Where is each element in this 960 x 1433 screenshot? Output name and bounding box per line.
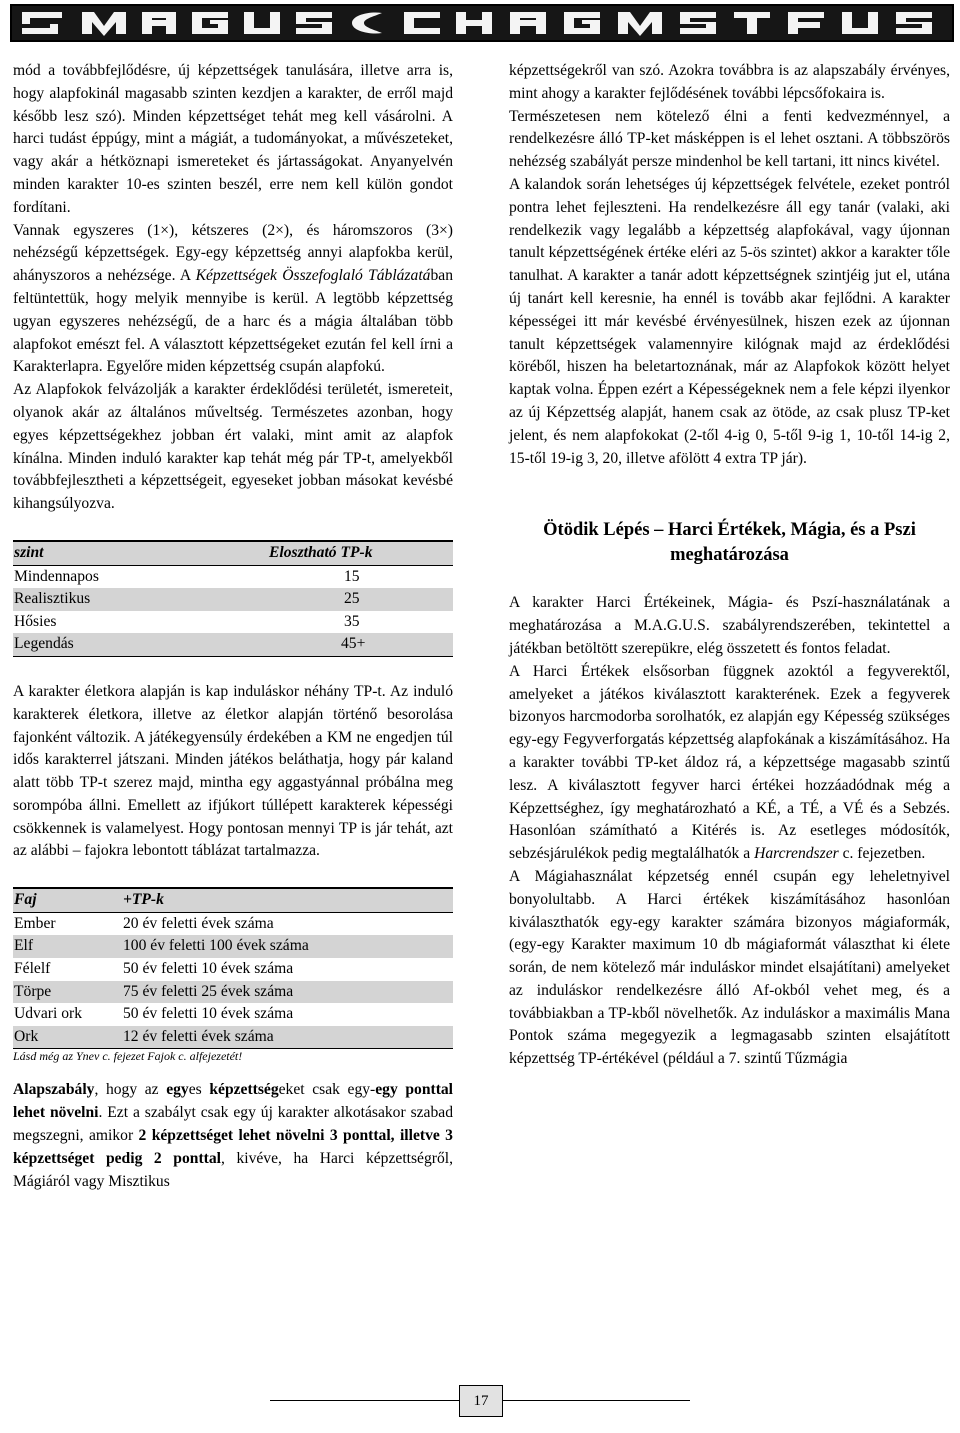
body-paragraph: Az Alapfokok felvázolják a karakter érdeklődési területét, ismereteit, olyanok akár az általános műveltség. Természetes azonban, hogy egyes képzettségekhez jobban ért valaki, mint amit az alapfok kínálna. Minden induló karakter kap tehát még pár TP-t, amelyekből továbbfejlesztheti a képzettségeit, egyeseket jobban másokat kevésbé kihangsúlyozva.: [13, 381, 453, 513]
race-age-table: [13, 887, 453, 1049]
table-row: [13, 588, 453, 611]
section-heading: Ötödik Lépés – Harci Értékek, Mágia, és a Pszi meghatározása: [543, 520, 916, 566]
table-row: [13, 1026, 453, 1049]
table-cell: 50 év feletti 10 évek száma: [123, 1005, 294, 1023]
left-column: [13, 60, 453, 1193]
table-row: [13, 1003, 453, 1026]
table-cell: Elf: [13, 935, 122, 958]
body-paragraph: Vannak egyszeres (1×), kétszeres (2×), és háromszoros (3×) nehézségű képzettségek. Egy-egy képzettség annyi alapfokba kerül, ahányszoros a nehézsége. A Képzettségek Összefoglaló Táblázatában feltüntettük, hogy melyik mennyibe is kerül. A legtöbb képzettség ugyan egyszeres nehézségű, de a harc és a mágia általában több alapfokot emészt fel. A választott képzettségeket ezután fel kell írni a Karakterlapra. Egyelőre miden képzettség csupán alapfokú.: [13, 221, 453, 376]
table-cell: Legendás: [13, 633, 194, 656]
body-paragraph: képzettségekről van szó. Azokra továbbra is az alapszabály érvényes, mint ahogy a karakter fejlődésének további lépcsőfokaira is.: [509, 62, 950, 102]
table-cell: 75 év feletti 25 évek száma: [122, 981, 453, 1004]
table-row: [13, 611, 453, 634]
table-row: [13, 633, 453, 656]
table-header: Elosztható TP-k: [194, 541, 453, 565]
table-row: [13, 935, 453, 958]
table-cell: 15: [344, 567, 360, 585]
table-cell: 35: [344, 612, 360, 630]
table-cell: 20 év feletti évek száma: [123, 914, 274, 932]
body-paragraph: Alapszabály, hogy az egyes képzettségeket csak egy-egy ponttal lehet növelni. Ezt a szabályt csak egy új karakter alkotásakor szabad megszegni, amikor 2 képzettséget lehet növelni 3 ponttal, illetve 3 képzettséget pedig 2 ponttal, kivéve, ha Harci képzettségről, Mágiáról vagy Misztikus: [13, 1081, 454, 1190]
table-footnote: Lásd még az Ynev c. fejezet Fajok c. alfejezetét!: [13, 1049, 243, 1064]
table-header-row: [13, 541, 453, 565]
table-row: [13, 912, 453, 935]
table-cell: Realisztikus: [13, 588, 194, 611]
decorative-header-banner: [10, 4, 954, 42]
body-paragraph: Természetesen nem kötelező élni a fenti kedvezménnyel, a rendelkezésre álló TP-ket másképpen is el lehet osztani. A többszörös nehézség szabályát persze mindenhol be kell tartani, itt nincs kivétel.: [509, 107, 950, 171]
table-cell: Udvari ork: [14, 1005, 82, 1023]
table-cell: 50 év feletti 10 évek száma: [123, 960, 294, 978]
table-header-row: [13, 888, 453, 912]
table-cell: Félelf: [14, 960, 51, 978]
table-cell: Hősies: [14, 612, 57, 630]
table-cell: 45+: [194, 633, 453, 656]
body-paragraph: A karakter Harci Értékeinek, Mágia- és Pszí-használatának a meghatározása a M.A.G.U.S. szabályrendszerében, tekintettel a játékban betöltött szerepükre, elég összetett és fontos feladat.: [509, 594, 950, 657]
table-header: szint: [13, 541, 194, 565]
table-cell: 25: [194, 588, 453, 611]
table-cell: Ember: [14, 914, 56, 932]
table-header: +TP-k: [122, 888, 453, 912]
body-paragraph: A Harci Értékek elsősorban függnek azoktól a fegyverektől, amelyeket a játékos kiválasztott karakterének. Ezek a fegyverek bizonyos harcmodorba sorolhatók, ez alapján egy Képesség szükséges egy-egy Fegyverforgatás képzettség alapfokának a kiszámításához. Ha a karakter további TP-ket áldoz rá, a képzettsége magasabb szintű lesz. A kiválasztott fegyver harci értékei hozzáadódnak még a Képzettséghez, így meghatározható a KÉ, a TÉ, a VÉ és a Sebzés. Hasonlóan számítható a Kitérés is. Az esetleges módosítók, sebzésjárulékok pedig megtalálhatók a Harcrendszer c. fejezetben.: [509, 662, 950, 863]
body-paragraph: A karakter életkora alapján is kap induláskor néhány TP-t. Az induló karakterek életkora, illetve az életkor alapján történő besorolása fajonként változik. A játékegyensúly érdekében a KM ne engedjen túl idős karakterrel játszani. Minden játékos beláthatja, hogy pár kaland alatt több TP-t szerez majd, mintha egy aggastyánnal próbálna meg sorompóba állni. Emellett az ifjúkort túllépett karakterek képességi csökkennek is valamelyest. Hogy pontosan mennyi TP is jár tehát, azt az alábbi – fajokra lebontott táblázat tartalmazza.: [13, 682, 453, 860]
table-row: [13, 565, 453, 588]
right-column: [509, 60, 950, 1071]
table-cell: 100 év feletti 100 évek száma: [122, 935, 453, 958]
table-cell: Törpe: [13, 981, 122, 1004]
page-number: 17: [459, 1385, 503, 1417]
tp-level-table: [13, 540, 453, 657]
table-header: Faj: [13, 888, 122, 912]
body-paragraph: A Mágiahasználat képzetség ennél csupán egy leheletnyivel bonyolultabb. A Harci értékek kiszámításához hasonlóan kiválaszthatók egy-egy karakter számára bizonyos mágiaformák, (egy-egy Karakter maximum 10 db mágiaformát választhat ki élete során, de nem kötelező már induláskor mindet elsajátítani) amelyeket az induláskor rendelkezésre álló Af-okból vehet meg, és a továbbiakban a TP-kből növelhetők. Az induláskor a maximális Mana Pontok száma megegyezik a legmagasabb szinten elsajátított képzettség TP-értékével (például a 7. szintű Tűzmágia: [509, 867, 950, 1068]
body-paragraph: mód a továbbfejlődésre, új képzettségek tanulására, illetve arra is, hogy alapfokinál magasabb szinten kezdjen a karakter, de erről majd később lesz szó). Minden képzettséget tehát meg kell vásárolni. A harci tudást éppúgy, mint a mágiát, a tudományokat, a művészeteket, vagy akár a hétköznapi ismereteket és jártasságokat. Anyanyelvén minden karakter 10-es szinten beszél, erre nem kell külön gondot fordítani.: [13, 62, 453, 216]
table-cell: Ork: [13, 1026, 122, 1049]
table-cell: Mindennapos: [14, 567, 99, 585]
table-row: [13, 958, 453, 981]
table-row: [13, 981, 453, 1004]
table-cell: 12 év feletti évek száma: [122, 1026, 453, 1049]
body-paragraph: A kalandok során lehetséges új képzettségek felvétele, ezeket pontról pontra lehet fejleszteni. Ha rendelkezésre áll egy tanár (valaki, aki rendelkezik vagy legalább a képzettség alapfokával, vagy újonnan tanult képzettségének értéke eléri az 5-ös szintet) akkor a karakter tőle tanulhat. A karakter a tanár adott képzettségnek szintjéig jut el, utána új tanárt kell keresnie, ha ennél is tovább akar fejlődni. A karakter képességei itt már kevésbé érvényesülnek, hiszen ezek az újonnan tanult képzettségek valamennyire kilógnak majd az érdeklődési köréből, hiszen ha beletartoznának, már az Alapfokok között helyet kaptak volna. Éppen ezért a Képességeknek nem a fele képzi ilyenkor az új Képzettség alapját, hanem csak az ötöde, az csak plusz TP-ket jelent, és nem alapfokokat (2-től 4-ig 0, 5-től 9-ig 1, 10-től 14-ig 2, 15-től 19-ig 3, 20, illetve afölött 4 extra TP jár).: [509, 175, 950, 467]
